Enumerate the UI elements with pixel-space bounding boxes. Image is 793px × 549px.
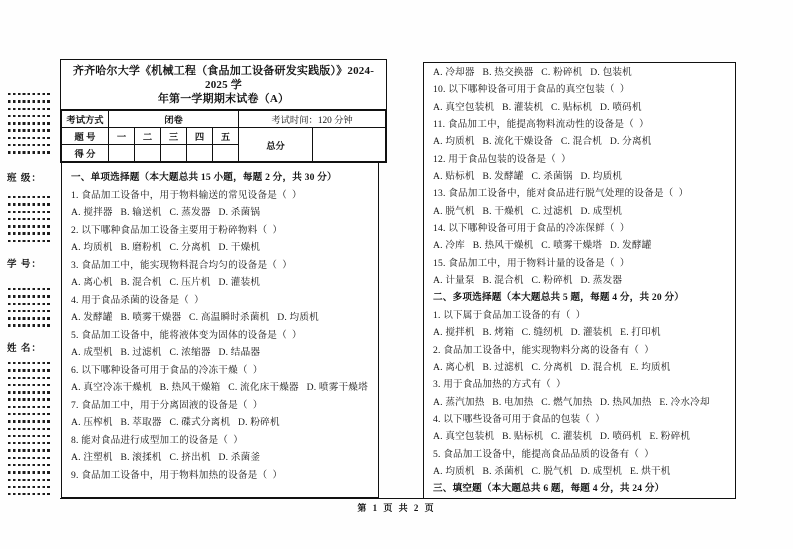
dotted-line	[8, 310, 51, 312]
total-score-cell	[313, 128, 386, 162]
footer-rule	[60, 498, 736, 499]
col-2: 二	[135, 128, 161, 145]
exam-title-line1: 齐齐哈尔大学《机械工程（食品加工设备研发实践版）》2024-2025 学	[72, 65, 375, 91]
score-cell-3	[161, 145, 187, 162]
question-line: 6. 以下哪种设备可用于食品的冷冻干燥（ ）	[71, 364, 263, 376]
dotted-line	[8, 398, 51, 400]
options-line: A. 冷却器 B. 热交换器 C. 粉碎机 D. 包装机	[433, 67, 632, 78]
question-line: 8. 能对食品进行成型加工的设备是（ ）	[71, 434, 244, 446]
dotted-line	[8, 369, 51, 371]
dotted-line	[8, 493, 51, 495]
dotted-line	[8, 100, 51, 102]
options-line: A. 离心机 B. 过滤机 C. 分离机 D. 混合机 E. 均质机	[433, 361, 671, 373]
options-line: A. 成型机 B. 过滤机 C. 浓缩器 D. 结晶器	[71, 347, 261, 358]
dotted-line	[8, 225, 51, 227]
options-line: A. 计量泵 B. 混合机 C. 粉碎机 D. 蒸发器	[433, 275, 623, 287]
name-label: 姓 名：	[7, 344, 42, 354]
question-line: 5. 食品加工设备中，能将液体变为固体的设备是（ ）	[71, 329, 302, 341]
exam-method-label: 考试方式	[62, 111, 109, 128]
dotted-line	[8, 240, 51, 242]
options-line: A. 搅拌机 B. 烤箱 C. 缝纫机 D. 灌装机 E. 打印机	[433, 327, 661, 339]
dotted-line	[8, 108, 51, 110]
score-table-row-method	[62, 111, 386, 128]
col-3: 三	[161, 128, 187, 145]
options-line: A. 发酵罐 B. 喷雾干燥器 C. 高温瞬时杀菌机 D. 均质机	[71, 312, 319, 323]
dotted-line	[8, 129, 51, 131]
dotted-line	[8, 406, 51, 408]
binding-dotted-lines-3	[8, 288, 51, 332]
question-line: 1. 食品加工设备中，用于物料输送的常见设备是（ ）	[71, 189, 302, 201]
score-cell-1	[109, 145, 135, 162]
options-line: A. 贴标机 B. 发酵罐 C. 杀菌锅 D. 均质机	[433, 171, 623, 183]
options-line: A. 搅拌器 B. 输送机 C. 蒸发器 D. 杀菌锅	[71, 207, 261, 218]
dotted-line	[8, 317, 51, 319]
exam-title	[61, 60, 386, 110]
dotted-line	[8, 122, 51, 124]
dotted-line	[8, 464, 51, 466]
question-number-label: 题 号	[62, 128, 109, 145]
dotted-line	[8, 218, 51, 220]
dotted-line	[8, 324, 51, 326]
options-line: A. 真空冷冻干燥机 B. 热风干燥箱 C. 流化床干燥器 D. 喷雾干燥塔	[71, 382, 368, 393]
dotted-line	[8, 211, 51, 213]
dotted-line	[8, 151, 51, 153]
dotted-line	[8, 471, 51, 473]
question-line: 1. 以下属于食品加工设备的有（ ）	[433, 309, 586, 321]
question-line: 2. 以下哪种食品加工设备主要用于粉碎物料（ ）	[71, 224, 283, 236]
total-score-label: 总分	[239, 128, 313, 162]
options-line: A. 均质机 B. 流化干燥设备 C. 混合机 D. 分离机	[433, 136, 652, 148]
dotted-line	[8, 442, 51, 444]
section-heading: 一、单项选择题（本大题总共 15 小题，每题 2 分，共 30 分）	[71, 172, 337, 183]
exam-time: 考试时间：120 分钟	[239, 111, 386, 128]
question-line: 4. 以下哪些设备可用于食品的包装（ ）	[433, 413, 606, 425]
col-4: 四	[187, 128, 213, 145]
binding-dotted-lines-4	[8, 362, 51, 500]
dotted-line	[8, 115, 51, 117]
questions-box-left	[61, 162, 379, 498]
options-line: A. 均质机 B. 磨粉机 C. 分离机 D. 干燥机	[71, 242, 261, 253]
dotted-line	[8, 196, 51, 198]
exam-method-value: 闭卷	[109, 111, 239, 128]
exam-title-line2: 年第一学期期末试卷（A）	[157, 93, 290, 105]
options-line: A. 压榨机 B. 萃取器 C. 碟式分离机 D. 粉碎机	[71, 417, 280, 428]
dotted-line	[8, 428, 51, 430]
dotted-line	[8, 449, 51, 451]
dotted-line	[8, 457, 51, 459]
options-line: A. 脱气机 B. 干燥机 C. 过滤机 D. 成型机	[433, 205, 623, 217]
options-line: A. 注塑机 B. 滚揉机 C. 挤出机 D. 杀菌釜	[71, 452, 261, 463]
question-line: 3. 食品加工中，能实现物料混合均匀的设备是（ ）	[71, 259, 293, 271]
options-line: A. 冷库 B. 热风干燥机 C. 喷雾干燥塔 D. 发酵罐	[433, 240, 652, 252]
dotted-line	[8, 413, 51, 415]
section-heading: 三、填空题（本大题总共 6 题，每题 4 分，共 24 分）	[433, 483, 665, 495]
questions-box-right	[423, 62, 736, 499]
score-cell-2	[135, 145, 161, 162]
score-cell-5	[213, 145, 239, 162]
options-line: A. 离心机 B. 混合机 C. 压片机 D. 灌装机	[71, 277, 261, 288]
options-line: A. 真空包装机 B. 贴标机 C. 灌装机 D. 喷码机 E. 粉碎机	[433, 431, 691, 443]
question-line: 2. 食品加工设备中，能实现物料分离的设备有（ ）	[433, 344, 655, 356]
dotted-line	[8, 391, 51, 393]
question-line: 5. 食品加工设备中，能提高食品品质的设备有（ ）	[433, 448, 655, 460]
dotted-line	[8, 486, 51, 488]
binding-margin	[7, 0, 53, 549]
dotted-line	[8, 384, 51, 386]
question-line: 9. 食品加工设备中，用于物料加热的设备是（ ）	[71, 469, 283, 481]
question-line: 7. 食品加工中，用于分离固液的设备是（ ）	[71, 399, 263, 411]
dotted-line	[8, 362, 51, 364]
question-line: 13. 食品加工设备中，能对食品进行脱气处理的设备是（ ）	[433, 188, 689, 200]
options-line: A. 蒸汽加热 B. 电加热 C. 燃气加热 D. 热风加热 E. 冷水冷却	[433, 396, 710, 408]
score-cell-4	[187, 145, 213, 162]
question-line: 15. 食品加工中，用于物料计量的设备是（ ）	[433, 257, 630, 269]
options-line: A. 真空包装机 B. 灌装机 C. 贴标机 D. 喷码机	[433, 101, 642, 113]
dotted-line	[8, 288, 51, 290]
dotted-line	[8, 93, 51, 95]
dotted-line	[8, 377, 51, 379]
question-line: 4. 用于食品杀菌的设备是（ ）	[71, 294, 204, 306]
header-box	[60, 59, 387, 163]
dotted-line	[8, 232, 51, 234]
score-table-row-numbers	[62, 128, 386, 145]
question-line: 10. 以下哪种设备可用于食品的真空包装（ ）	[433, 84, 630, 96]
dotted-line	[8, 144, 51, 146]
dotted-line	[8, 137, 51, 139]
col-5: 五	[213, 128, 239, 145]
dotted-line	[8, 479, 51, 481]
question-line: 11. 食品加工中，能提高物料流动性的设备是（ ）	[433, 119, 649, 131]
question-line: 3. 用于食品加热的方式有（ ）	[433, 379, 566, 391]
class-label: 班 级：	[7, 174, 42, 184]
dotted-line	[8, 295, 51, 297]
binding-dotted-lines-1	[8, 93, 51, 159]
dotted-line	[8, 303, 51, 305]
score-table	[61, 110, 386, 162]
section-heading: 二、多项选择题（本大题总共 5 题，每题 4 分，共 20 分）	[433, 292, 685, 304]
col-1: 一	[109, 128, 135, 145]
page-footer: 第 1 页 共 2 页	[357, 503, 436, 513]
options-line: A. 均质机 B. 杀菌机 C. 脱气机 D. 成型机 E. 烘干机	[433, 465, 671, 477]
question-line: 14. 以下哪种设备可用于食品的冷冻保鲜（ ）	[433, 223, 630, 235]
student-id-label: 学 号：	[7, 260, 42, 270]
question-line: 12. 用于食品包装的设备是（ ）	[433, 153, 571, 165]
dotted-line	[8, 420, 51, 422]
score-label: 得 分	[62, 145, 109, 162]
dotted-line	[8, 435, 51, 437]
dotted-line	[8, 203, 51, 205]
binding-dotted-lines-2	[8, 196, 51, 247]
